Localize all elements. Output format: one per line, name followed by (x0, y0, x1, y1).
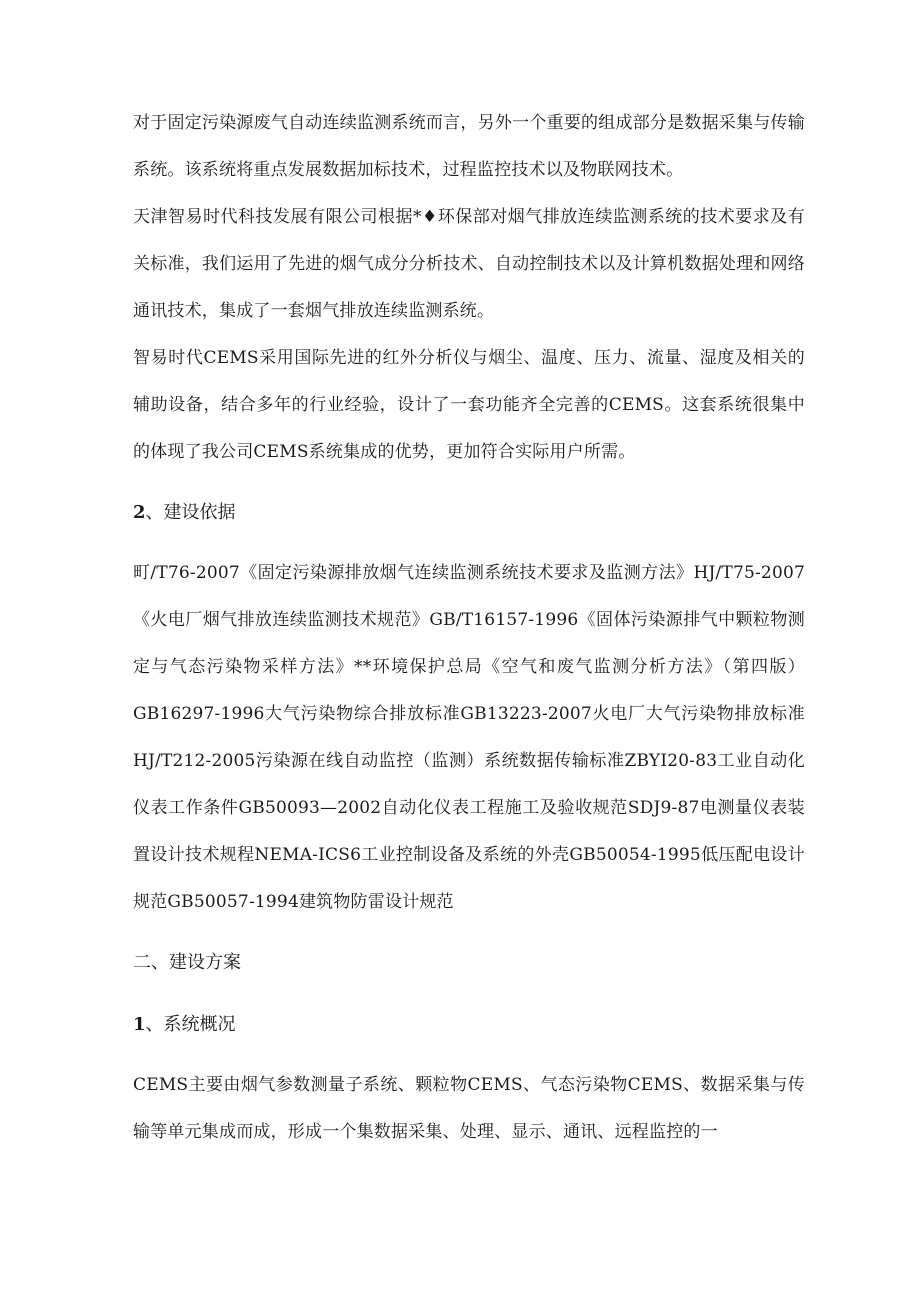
section-number: 2 (133, 502, 146, 523)
section-heading-plan: 二、建设方案 (133, 952, 241, 973)
intro-paragraph-3: 智易时代CEMS采用国际先进的红外分析仪与烟尘、温度、压力、流量、湿度及相关的辅助设备，结合多年的行业经验，设计了一套功能齐全完善的CEMS。这套系统很集中的体现了我公司CEMS系统集成的优势，更加符合实际用户所需。 (133, 348, 805, 462)
intro-paragraph-1: 对于固定污染源废气自动连续监测系统而言，另外一个重要的组成部分是数据采集与传输系统。该系统将重点发展数据加标技术，过程监控技术以及物联网技术。 (133, 113, 805, 180)
section-title: 、系统概况 (145, 1014, 236, 1035)
section-number: 1 (133, 1014, 146, 1035)
intro-paragraph-2: 天津智易时代科技发展有限公司根据*♦环保部对烟气排放连续监测系统的技术要求及有关标准，我们运用了先进的烟气成分分析技术、自动控制技术以及计算机数据处理和网络通讯技术，集成了一套烟气排放连续监测系统。 (133, 207, 805, 321)
basis-paragraph: 町/T76-2007《固定污染源排放烟气连续监测系统技术要求及监测方法》HJ/T75-2007《火电厂烟气排放连续监测技术规范》GB/T16157-1996《固体污染源排气中颗粒物测定与气态污染物采样方法》**环境保护总局《空气和废气监测分析方法》（第四版）GB16297-1996大气污染物综合排放标准GB13223-2007火电厂大气污染物排放标准HJ/T212-2005污染源在线自动监控（监测）系统数据传输标准ZBYI20-83工业自动化仪表工作条件GB50093—2002自动化仪表工程施工及验收规范SDJ9-87电测量仪表装置设计技术规程NEMA-ICS6工业控制设备及系统的外壳GB50054-1995低压配电设计规范GB50057-1994建筑物防雷设计规范 (133, 563, 805, 912)
section-heading-overview (133, 994, 805, 1056)
section-heading-basis (133, 482, 805, 544)
section-title: 、建设依据 (145, 502, 236, 523)
document-page (133, 100, 805, 1156)
overview-paragraph: CEMS主要由烟气参数测量子系统、颗粒物CEMS、气态污染物CEMS、数据采集与传输等单元集成而成，形成一个集数据采集、处理、显示、通讯、远程监控的一 (133, 1075, 805, 1142)
